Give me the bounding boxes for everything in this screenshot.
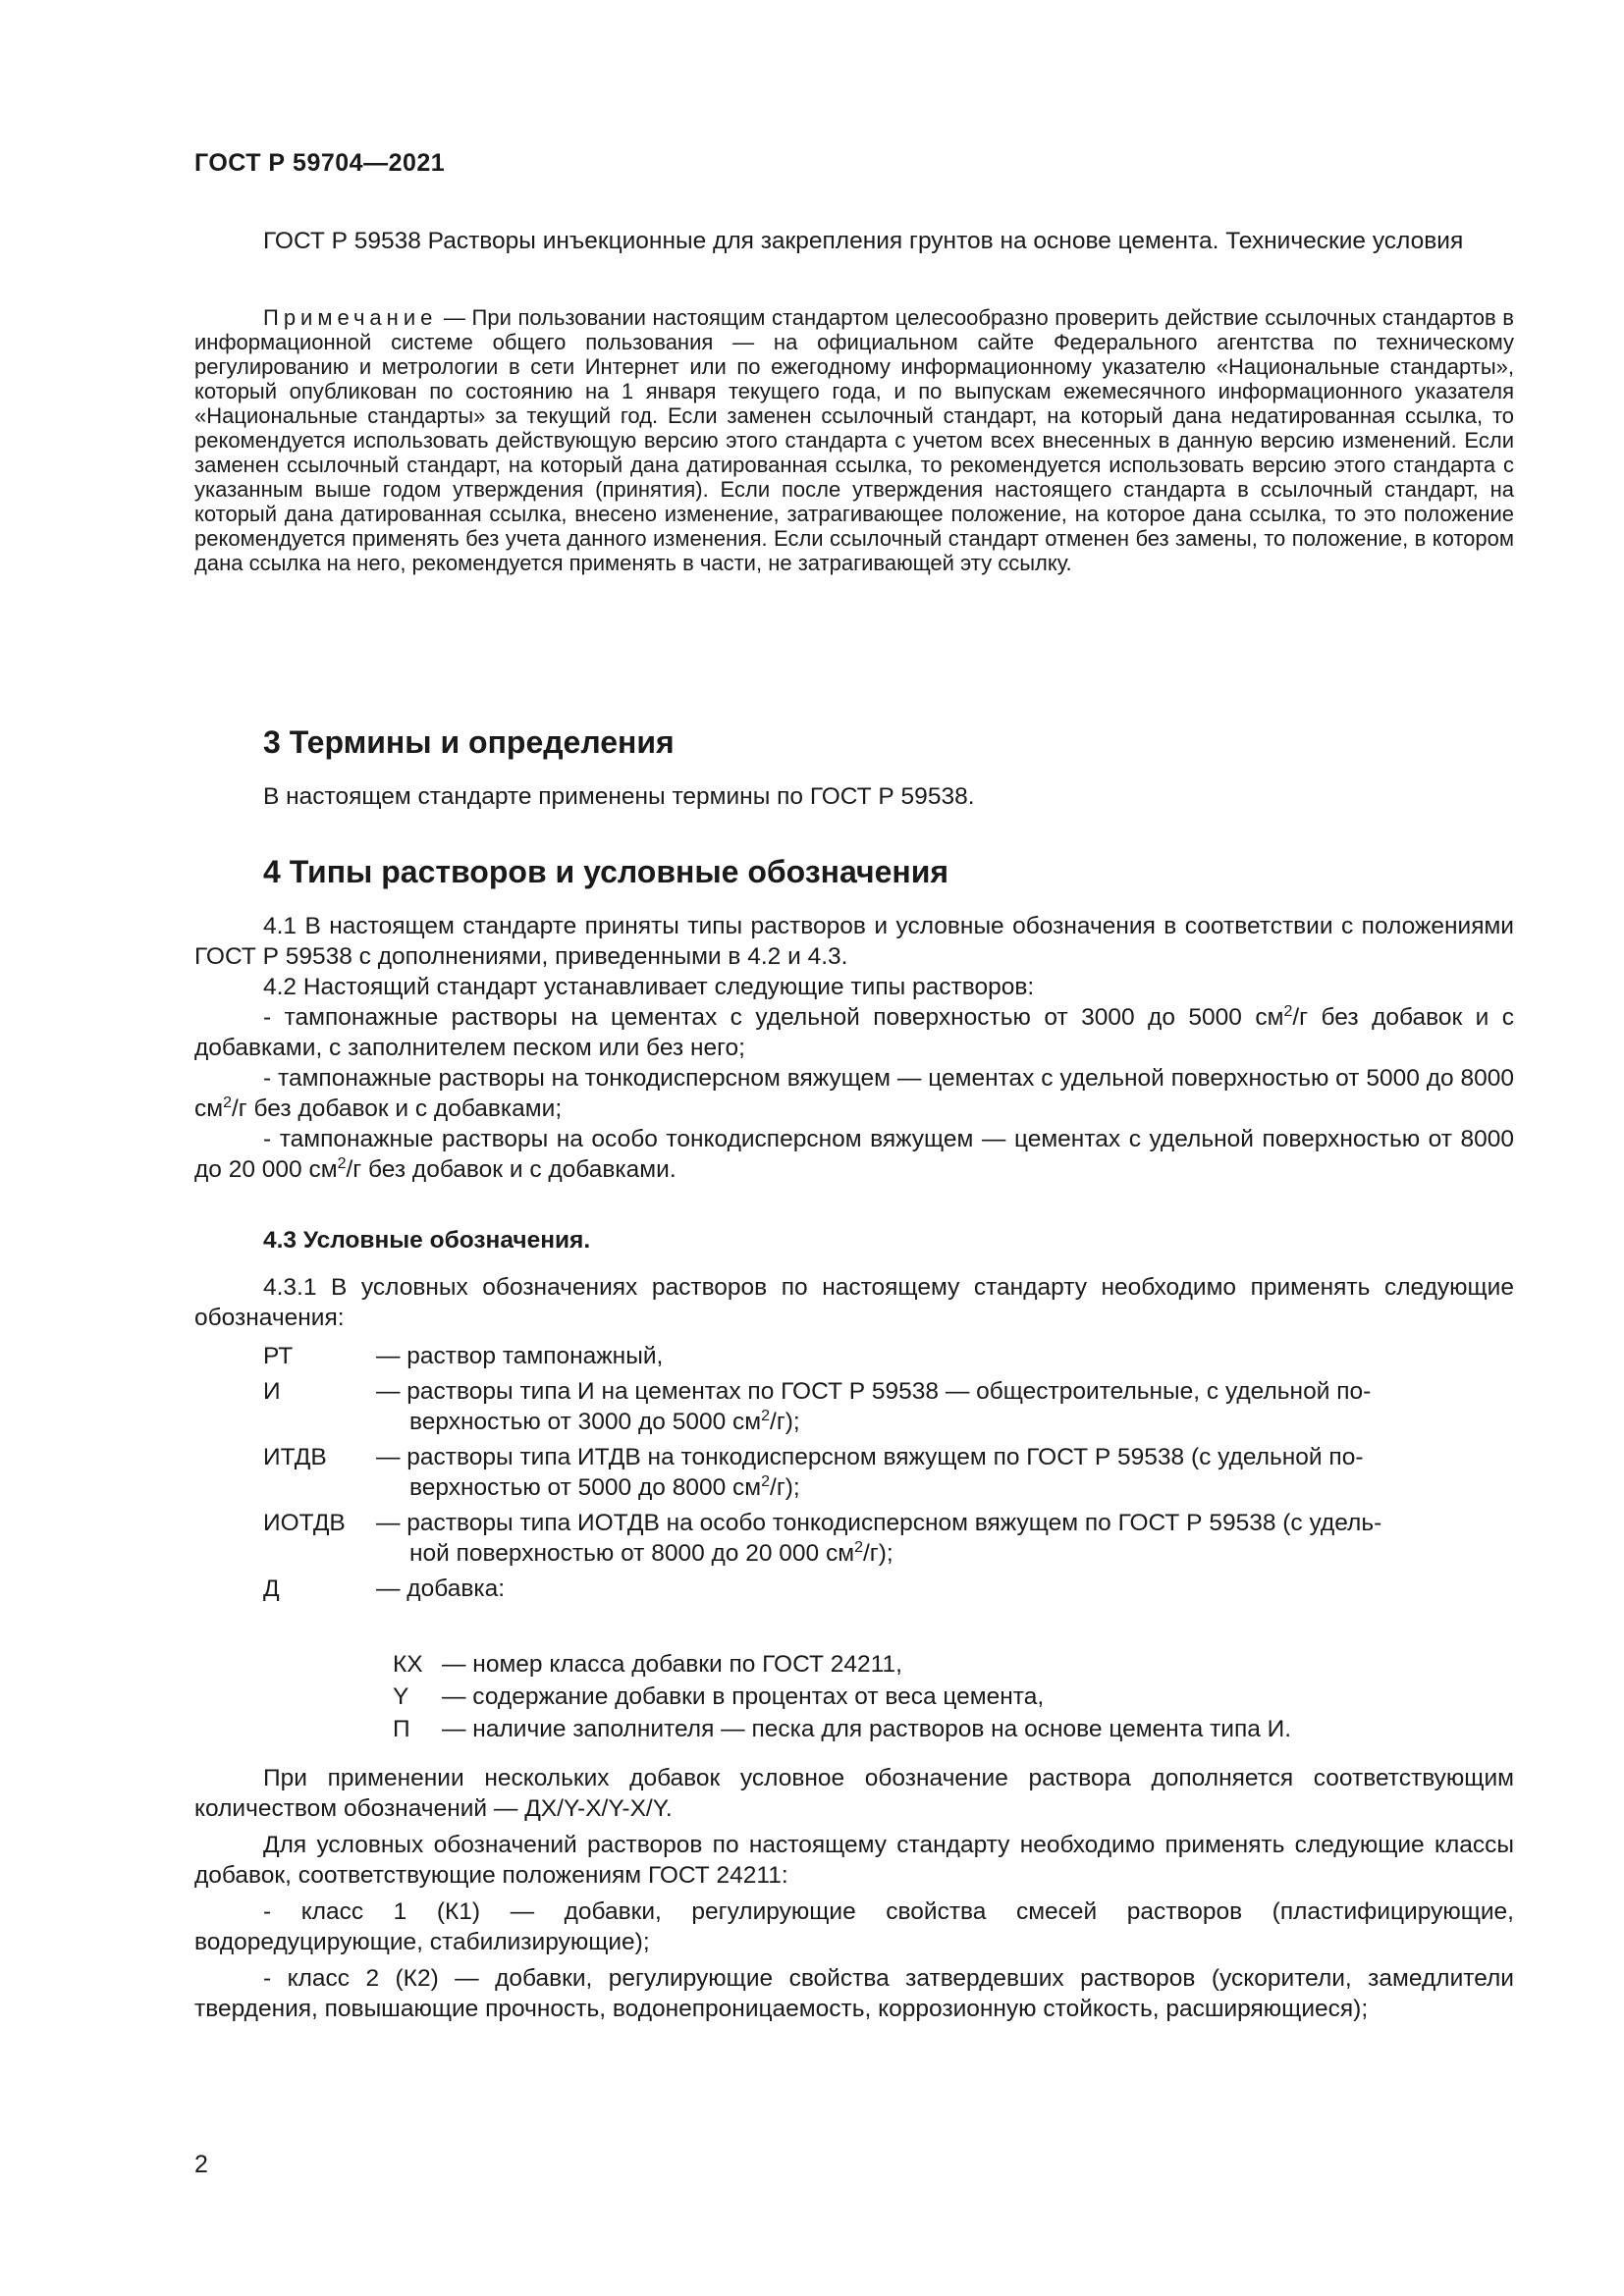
designation-term: Д [263,1575,280,1602]
paragraph-4-1: 4.1 В настоящем стандарте приняты типы растворов и условные обозначения в соответствии с положениями ГОСТ Р 59538 с дополнениями, приведенными в 4.2 и 4.3. [194,913,1514,970]
designation-row [263,1376,1514,1437]
page-number: 2 [194,2151,208,2178]
designation-term: И [263,1378,281,1405]
designation-row [263,1574,1514,1604]
note-block [194,305,1514,575]
additive-row: Y — содержание добавки в процентах от веса цемента, [393,1683,1045,1710]
additive-sublist [393,1649,1473,1746]
designation-row [263,1508,1514,1569]
reference-item [194,226,1514,256]
designation-definition: — растворы типа И на цементах по ГОСТ Р 59538 — общестроительные, с удельной по- верхностью от 3000 до 5000 $см^2/г$); [376,1378,1372,1435]
document-code-header: ГОСТ Р 59704—2021 [194,149,446,177]
designation-term: ИОТДВ [263,1510,346,1536]
additive-row: КХ — номер класса добавки по ГОСТ 24211, [393,1651,902,1678]
section-3-body [194,781,1514,812]
paragraph-4-3-1-block [194,1272,1514,1333]
designation-row [263,1442,1514,1503]
designation-term: ИТДВ [263,1444,327,1470]
note-label: Примечание [263,305,438,330]
reference-text: ГОСТ Р 59538 Растворы инъекционные для закрепления грунтов на основе цемента. Технические условия [263,228,1464,254]
subsection-4-3-title: 4.3 Условные обозначения. [263,1227,591,1254]
multi-additive-paragraph: При применении нескольких добавок условное обозначение раствора дополняется соответствующим количеством обозначений — ДХ/Y-X/Y-X/Y. [194,1765,1514,1822]
paragraph-4-3-1: 4.3.1 В условных обозначениях растворов по настоящему стандарту необходимо применять следующие обозначения: [194,1274,1514,1331]
designation-definition: — растворы типа ИТДВ на тонкодисперсном вяжущем по ГОСТ Р 59538 (с удельной по- верхностью от 5000 до 8000 $см^2/г$); [376,1444,1364,1501]
designation-row [263,1341,1514,1371]
section-3-text: В настоящем стандарте применены термины по ГОСТ Р 59538. [263,783,975,810]
designation-definition: — добавка: [376,1575,506,1602]
designation-definition: — растворы типа ИОТДВ на особо тонкодисперсном вяжущем по ГОСТ Р 59538 (с удель- ной поверхностью от 8000 до 20 000 $см^2/г$); [376,1510,1382,1567]
additive-classes-paragraph: Для условных обозначений растворов по настоящему стандарту необходимо применять следующие классы добавок, соответствующие положениям ГОСТ 24211: [194,1832,1514,1889]
note-paragraph [194,305,1514,575]
paragraph-4-2: 4.2 Настоящий стандарт устанавливает следующие типы растворов: [263,974,1035,1000]
additive-row: П — наличие заполнителя — песка для растворов на основе цемента типа И. [393,1716,1292,1742]
section-4-title: 4 Типы растворов и условные обозначения [263,854,949,889]
designation-term: РТ [263,1343,294,1369]
subsection-4-3 [194,1225,1514,1255]
closing-paragraphs [194,1763,1514,2024]
class-1-item: - класс 1 (К1) — добавки, регулирующие свойства смесей растворов (пластифицирующие, водоредуцирующие, стабилизирующие); [194,1898,1514,1955]
type-bullet-3: - тампонажные растворы на особо тонкодисперсном вяжущем — цементах с удельной поверхностью от 8000 до 20 000 $см^2/г$ без добавок и с добавками. [194,1126,1514,1183]
section-4-body [194,911,1514,1185]
designation-list [263,1341,1514,1609]
note-text: — При пользовании настоящим стандартом целесообразно проверить действие ссылочных стандартов в информационной системе общего пользования — на официальном сайте Федерального агентства по техническому регулированию и метрологии в сети Интернет или по ежегодному информационному указателю «Национальные стандарты», который опубликован по состоянию на 1 января текущего года, и по выпускам ежемесячного информационного указателя «Национальные стандарты» за текущий год. Если заменен ссылочный стандарт, на который дана недатированная ссылка, то рекомендуется использовать действующую версию этого стандарта с учетом всех внесенных в данную версию изменений. Если заменен ссылочный стандарт, на который дана датированная ссылка, то рекомендуется использовать версию этого стандарта с указанным выше годом утверждения (принятия). Если после утверждения настоящего стандарта в ссылочный стандарт, на который дана датированная ссылка, внесено изменение, затрагивающее положение, на которое дана ссылка, то это положение рекомендуется применять без учета данного изменения. Если ссылочный стандарт отменен без замены, то положение, в котором дана ссылка на него, рекомендуется применять в части, не затрагивающей эту ссылку. [194,305,1514,575]
type-bullet-2: - тампонажные растворы на тонкодисперсном вяжущем — цементах с удельной поверхностью от 5000 до 8000 $см^2/г$ без добавок и с добавками; [194,1065,1514,1122]
section-3-title: 3 Термины и определения [263,724,675,760]
type-bullet-1: - тампонажные растворы на цементах с удельной поверхностью от 3000 до 5000 $см^2/г$ без добавок и с добавками, с заполнителем песком или без него; [194,1002,1514,1061]
designation-definition: — раствор тампонажный, [376,1343,664,1369]
class-2-item: - класс 2 (К2) — добавки, регулирующие свойства затвердевших растворов (ускорители, замедлители твердения, повышающие прочность, водонепроницаемость, коррозионную стойкость, расширяющиеся); [194,1965,1514,2022]
